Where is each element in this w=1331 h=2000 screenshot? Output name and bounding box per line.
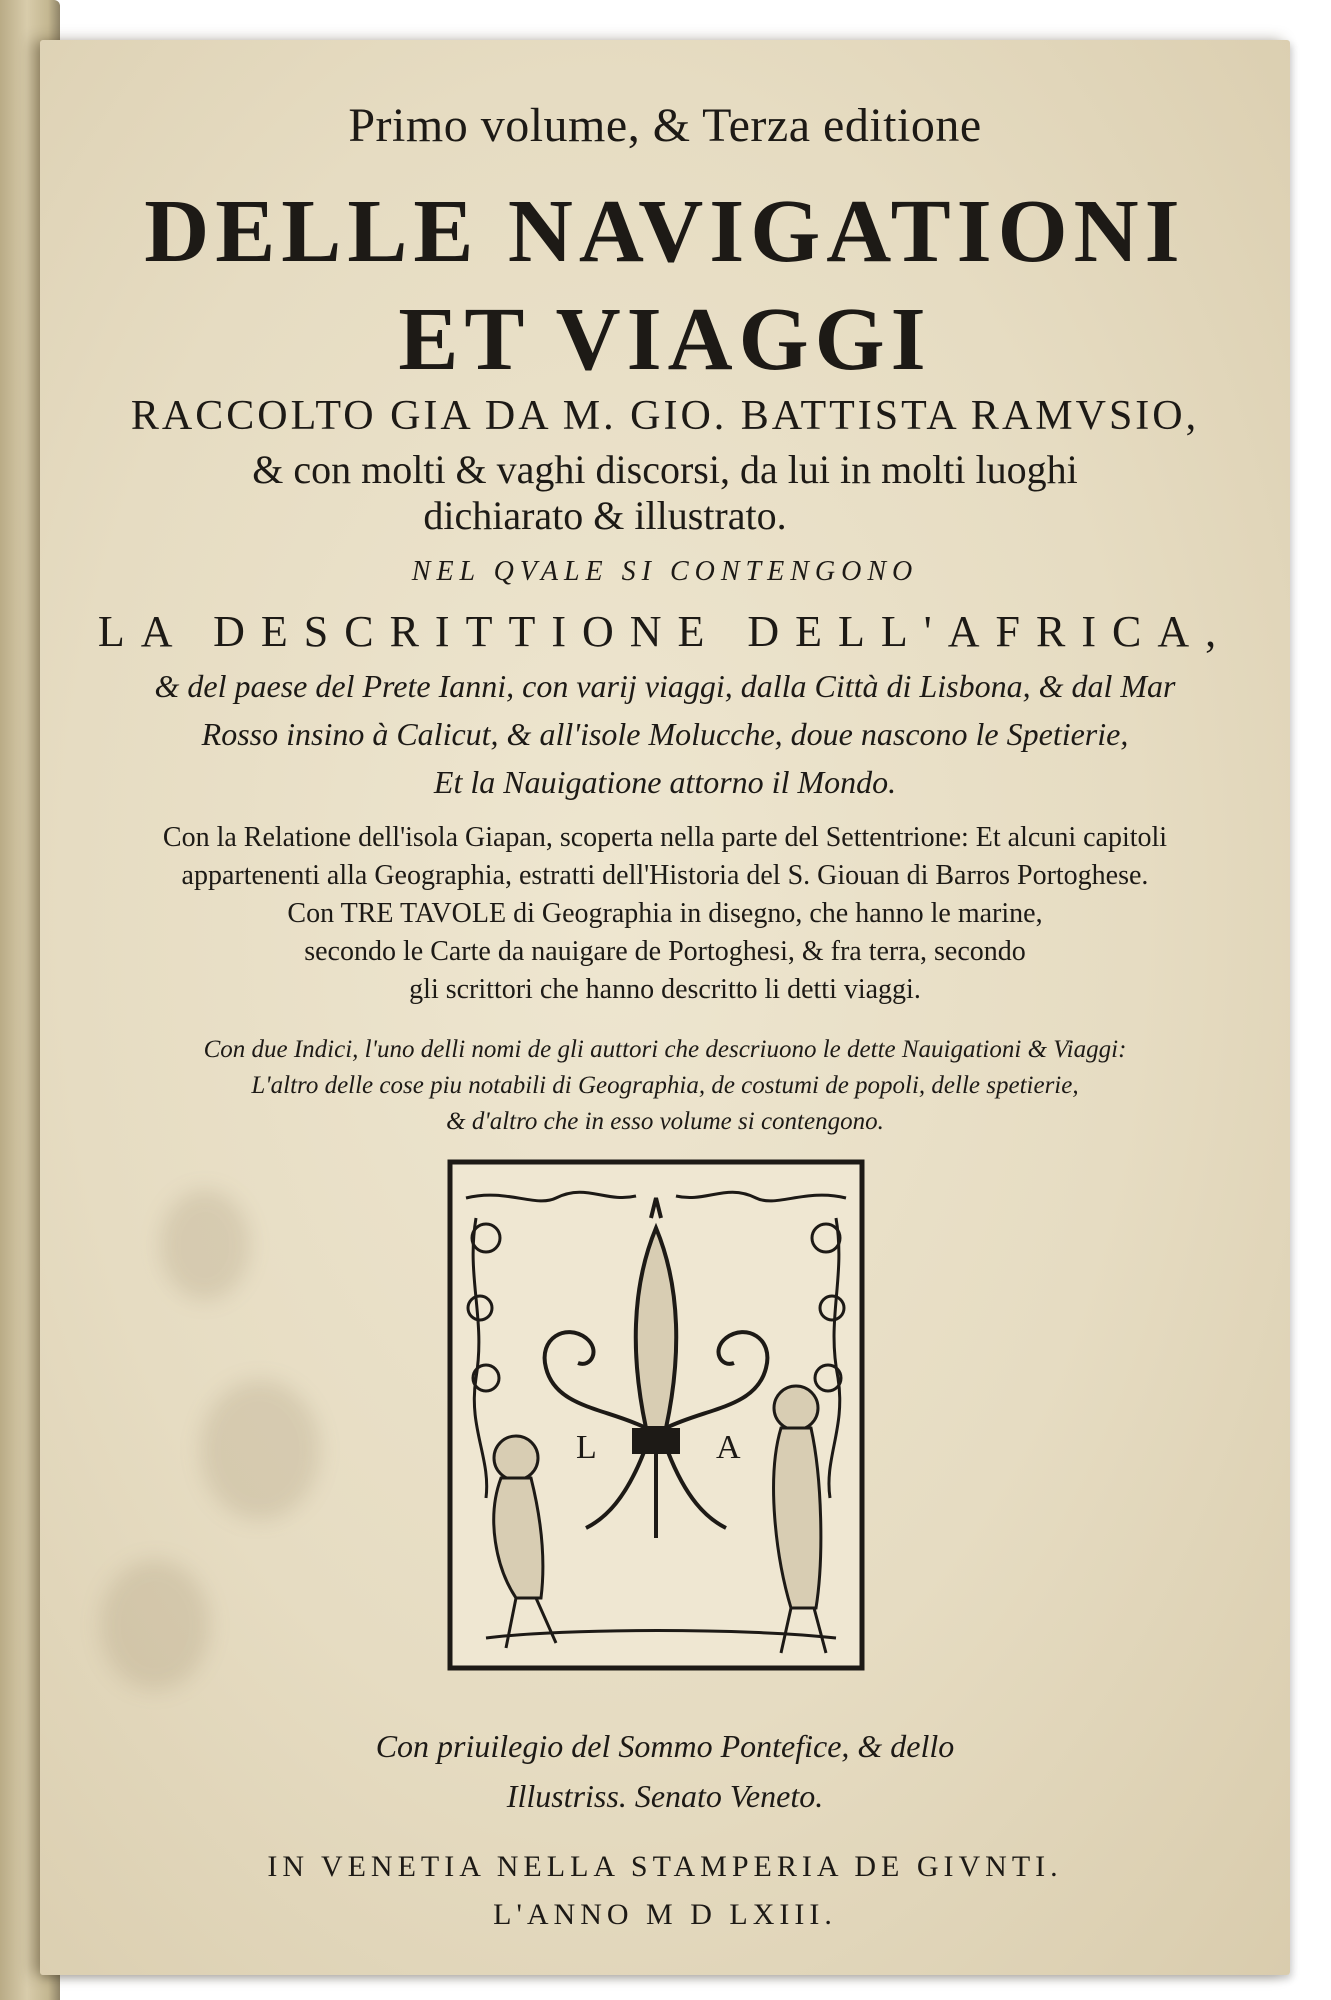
contents-intro: NEL QVALE SI CONTENGONO [411, 556, 919, 587]
main-title-line-1: DELLE NAVIGATIONI [144, 182, 1186, 281]
imprint-line-1: IN VENETIA NELLA STAMPERIA DE GIVNTI. [267, 1850, 1063, 1883]
imprint-date: L'ANNO M D LXIII. [493, 1898, 837, 1931]
relation-line-4: secondo le Carte da nauigare de Portoghesi, & fra terra, secondo [304, 936, 1026, 967]
index-line-1: Con due Indici, l'uno delli nomi de gli auttori che descriuono le dette Nauigationi & Viaggi: [203, 1036, 1127, 1063]
contents-line-3: Et la Nauigatione attorno il Mondo. [433, 764, 897, 800]
foxing-stain [200, 1380, 320, 1520]
privilege-line-2: Illustriss. Senato Veneto. [506, 1778, 824, 1814]
contents-line-2: Rosso insino à Calicut, & all'isole Molucche, doue nascono le Spetierie, [201, 716, 1129, 752]
woodcut-letter-left: L [576, 1429, 597, 1466]
relation-line-5: gli scrittori che hanno descritto li detti viaggi. [409, 974, 921, 1005]
woodcut-letter-right: A [716, 1429, 741, 1466]
relation-line-2: appartenenti alla Geographia, estratti dell'Historia del S. Giouan di Barros Portoghese. [181, 860, 1149, 891]
description-line-2: dichiarato & illustrato. [423, 493, 787, 538]
contents-line-1: & del paese del Prete Ianni, con varij viaggi, dalla Città di Lisbona, & dal Mar [154, 668, 1176, 704]
relation-line-3: Con TRE TAVOLE di Geographia in disegno, che hanno le marine, [287, 898, 1043, 929]
title-page [40, 40, 1290, 1975]
description-line-1: & con molti & vaghi discorsi, da lui in molti luoghi [252, 447, 1078, 492]
compiler-line: RACCOLTO GIA DA M. GIO. BATTISTA RAMVSIO, [130, 393, 1200, 439]
printer-device-woodcut [446, 1158, 866, 1672]
privilege-line-1: Con priuilegio del Sommo Pontefice, & dello [375, 1728, 955, 1764]
index-line-2: L'altro delle cose piu notabili di Geographia, de costumi de popoli, delle spetierie, [251, 1072, 1079, 1099]
relation-line-1: Con la Relatione dell'isola Giapan, scoperta nella parte del Settentrione: Et alcuni capitoli [162, 822, 1168, 853]
index-line-3: & d'altro che in esso volume si contengono. [446, 1108, 884, 1135]
foxing-stain [160, 1190, 250, 1300]
foxing-stain [100, 1560, 210, 1690]
main-title-line-2: ET VIAGGI [398, 290, 932, 389]
contents-heading: LA DESCRITTIONE DELL'AFRICA, [97, 607, 1233, 656]
volume-line: Primo volume, & Terza editione [348, 99, 982, 152]
